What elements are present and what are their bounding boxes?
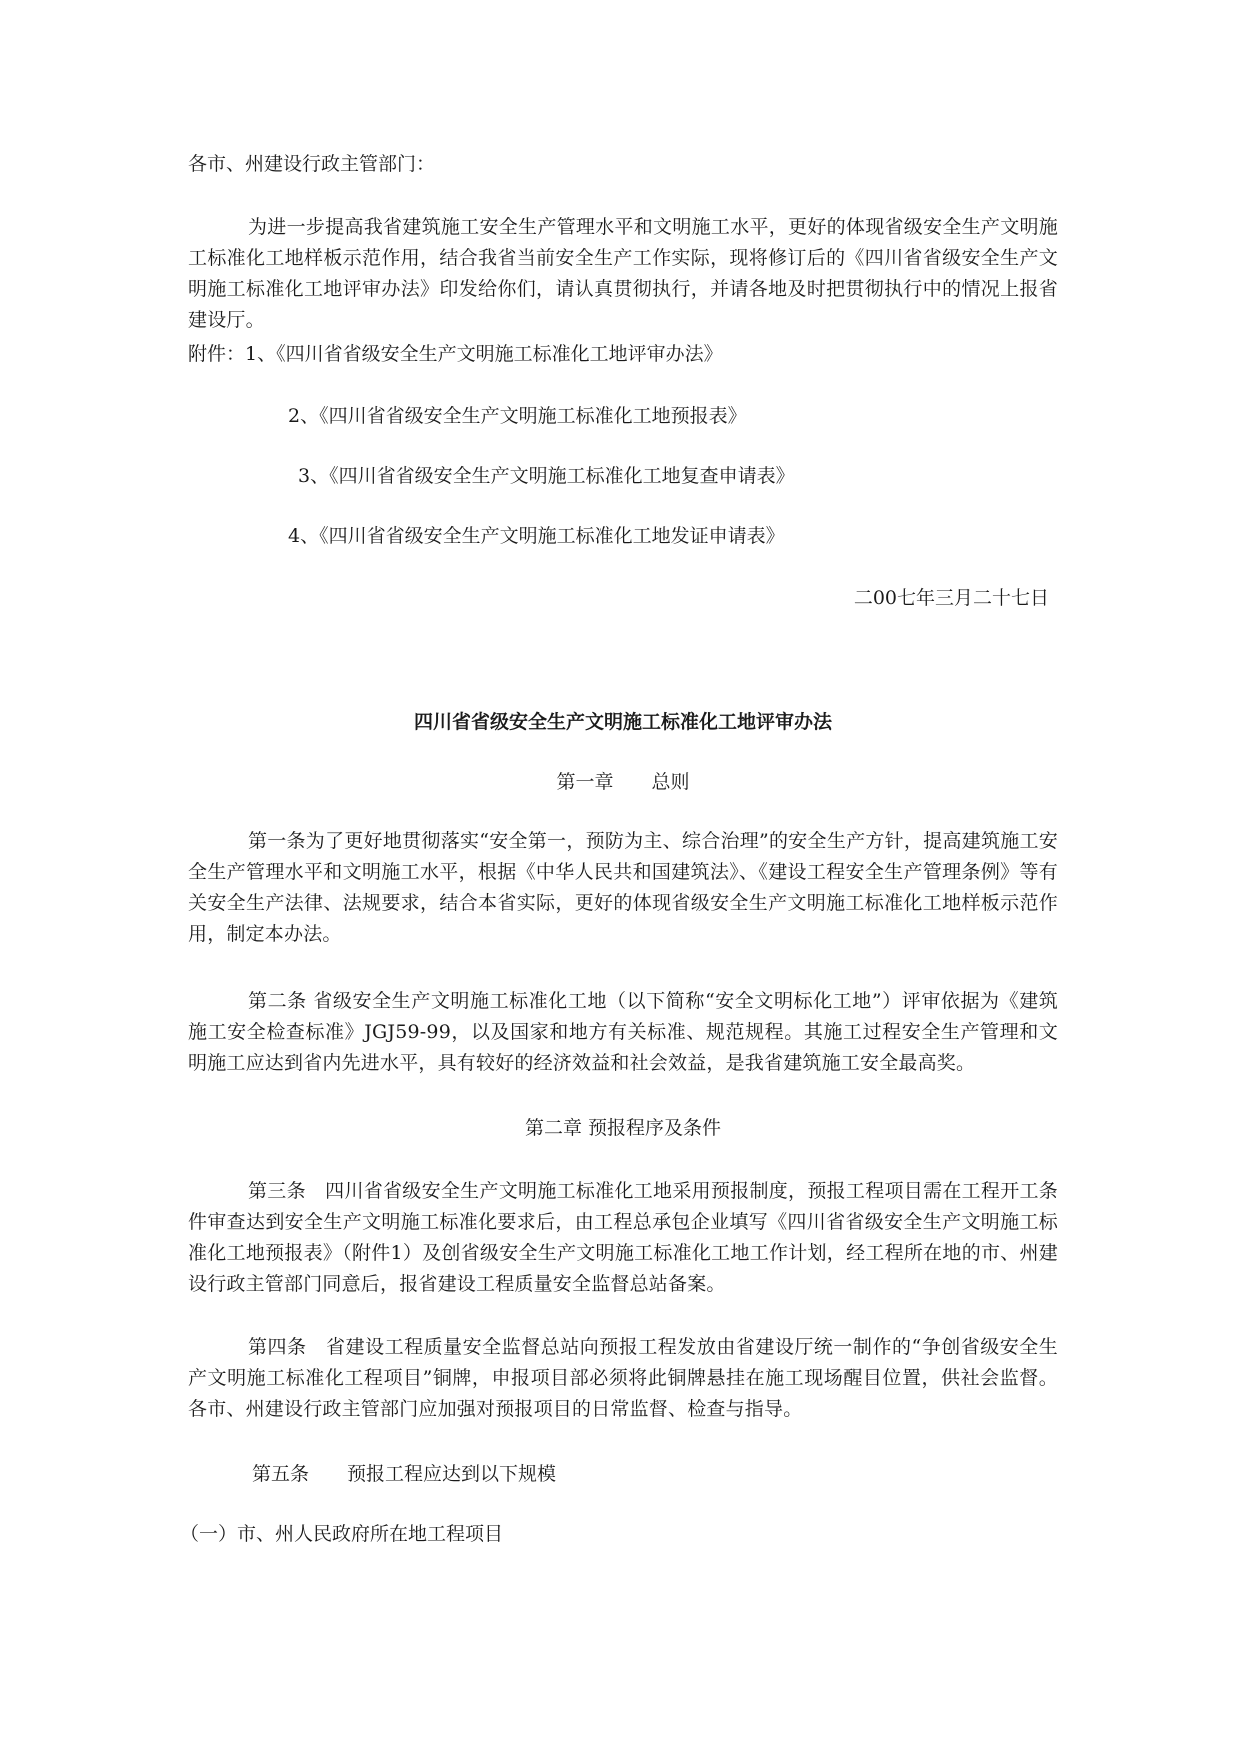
article-5-item-1: （一）市、州人民政府所在地工程项目 [180,1523,504,1545]
article-3: 第三条 四川省省级安全生产文明施工标准化工地采用预报制度，预报工程项目需在工程开工条件审查达到安全生产文明施工标准化要求后，由工程总承包企业填写《四川省省级安全生产文明施工标准化工地预报表》（附件1）及创省级安全生产文明施工标准化工地工作计划，经工程所在地的市、州建设行政主管部门同意后，报省建设工程质量安全监督总站备案。 [188,1180,1058,1295]
chapter-2-heading: 第二章 预报程序及条件 [524,1117,722,1139]
attachments-label: 附件： [188,343,246,365]
article-4: 第四条 省建设工程质量安全监督总站向预报工程发放由省建设厅统一制作的“争创省级安全生产文明施工标准化工程项目”铜牌，申报项目部必须将此铜牌悬挂在施工现场醒目位置，供社会监督。各市、州建设行政主管部门应加强对预报项目的日常监督、检查与指导。 [188,1336,1058,1420]
notice-date: 二00七年三月二十七日 [853,587,1049,609]
attachment-item-3: 3、《四川省省级安全生产文明施工标准化工地复查申请表》 [298,465,795,487]
attachment-item-4: 4、《四川省省级安全生产文明施工标准化工地发证申请表》 [288,525,785,547]
attachment-item-2: 2、《四川省省级安全生产文明施工标准化工地预报表》 [288,405,747,427]
attachments-first-line [188,340,723,368]
document-title: 四川省省级安全生产文明施工标准化工地评审办法 [413,711,832,733]
article-1: 第一条为了更好地贯彻落实“安全第一，预防为主、综合治理”的安全生产方针，提高建筑施工安全生产管理水平和文明施工水平，根据《中华人民共和国建筑法》、《建设工程安全生产管理条例》等有关安全生产法律、法规要求，结合本省实际，更好的体现省级安全生产文明施工标准化工地样板示范作用，制定本办法。 [188,830,1058,945]
chapter-1-heading: 第一章 总则 [556,771,690,793]
article-5: 第五条 预报工程应达到以下规模 [252,1463,557,1485]
intro-paragraph: 为进一步提高我省建筑施工安全生产管理水平和文明施工水平，更好的体现省级安全生产文明施工标准化工地样板示范作用，结合我省当前安全生产工作实际，现将修订后的《四川省省级安全生产文明施工标准化工地评审办法》印发给你们，请认真贯彻执行，并请各地及时把贯彻执行中的情况上报省建设厅。 [188,216,1058,331]
attachment-item-1: 1、《四川省省级安全生产文明施工标准化工地评审办法》 [245,343,723,365]
article-2: 第二条 省级安全生产文明施工标准化工地（以下简称“安全文明标化工地”）评审依据为《建筑施工安全检查标准》JGJ59-99，以及国家和地方有关标准、规范规程。其施工过程安全生产管理和文明施工应达到省内先进水平，具有较好的经济效益和社会效益，是我省建筑施工安全最高奖。 [188,990,1058,1074]
salutation: 各市、州建设行政主管部门： [188,153,436,175]
